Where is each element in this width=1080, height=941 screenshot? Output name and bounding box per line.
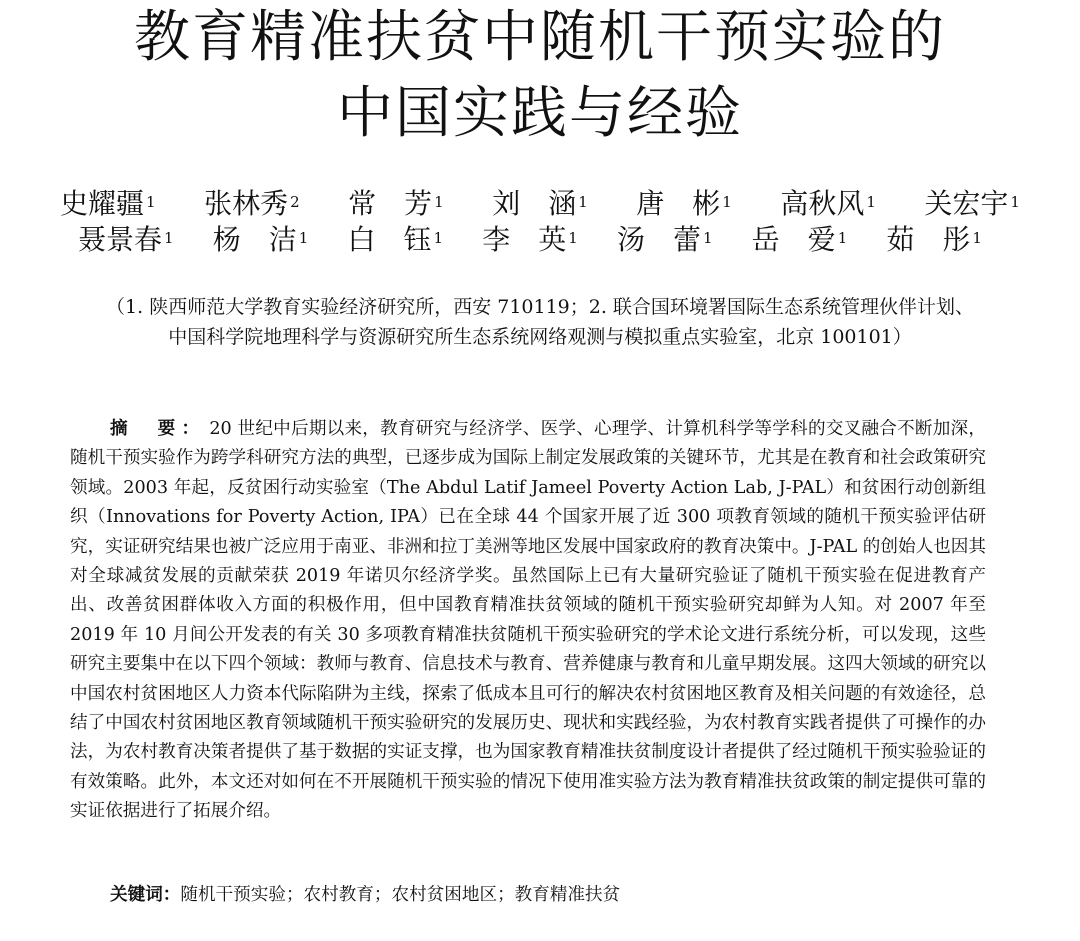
keywords-text: 随机干预实验；农村教育；农村贫困地区；教育精准扶贫 [180, 885, 621, 905]
keywords-label: 关键词： [110, 884, 181, 905]
author: 白 钰 $^1$ [347, 223, 444, 256]
affiliation-line-1: （1. 陕西师范大学教育实验经济研究所，西安 710119；2. 联合国环境署国际生态系统管理伙伴计划、 [106, 296, 974, 318]
author: 岳 爱 $^1$ [751, 223, 848, 256]
author: 史耀疆 $^1$ [60, 187, 156, 220]
author: 常 芳 $^1$ [348, 187, 444, 220]
abstract-label: 摘 要： [110, 418, 206, 439]
title-line-1: 教育精准扶贫中随机干预实验的 [134, 5, 946, 70]
authors-row-2 [78, 222, 982, 258]
author: 聂景春 $^1$ [78, 223, 174, 256]
title-line-2: 中国实践与经验 [337, 81, 743, 146]
abstract [70, 414, 986, 827]
keywords [110, 880, 990, 910]
authors-row-1 [60, 186, 1020, 222]
author: 高秋风 $^1$ [780, 187, 876, 220]
author: 张林秀 $^2$ [204, 187, 300, 220]
abstract-text: 20 世纪中后期以来，教育研究与经济学、医学、心理学、计算机科学等学科的交叉融合不断加深，随机干预实验作为跨学科研究方法的典型，已逐步成为国际上制定发展政策的关键环节，尤其是在教育和社会政策研究领域。2003 年起，反贫困行动实验室（The Abdul Latif Jameel Poverty Action Lab, J-PAL）和贫困行动创新组织（Innovations for Poverty Action, IPA）已在全球 44 个国家开展了近 300 项教育领域的随机干预实验评估研究，实证研究结果也被广泛应用于南亚、非洲和拉丁美洲等地区发展中国家政府的教育决策中。J-PAL 的创始人也因其对全球减贫发展的贡献荣获 2019 年诺贝尔经济学奖。虽然国际上已有大量研究验证了随机干预实验在促进教育产出、改善贫困群体收入方面的积极作用，但中国教育精准扶贫领域的随机干预实验研究却鲜为人知。对 2007 年至 2019 年 10 月间公开发表的有关 30 多项教育精准扶贫随机干预实验研究的学术论文进行系统分析，可以发现，这些研究主要集中在以下四个领域：教师与教育、信息技术与教育、营养健康与教育和儿童早期发展。这四大领域的研究以中国农村贫困地区人力资本代际陷阱为主线，探索了低成本且可行的解决农村贫困地区教育及相关问题的有效途径，总结了中国农村贫困地区教育领域随机干预实验研究的发展历史、现状和实践经验，为农村教育实践者提供了可操作的办法，为农村教育决策者提供了基于数据的实证支撑，也为国家教育精准扶贫制度设计者提供了经过随机干预实验验证的有效策略。此外，本文还对如何在不开展随机干预实验的情况下使用准实验方法为教育精准扶贫政策的制定提供可靠的实证依据进行了拓展介绍。 [70, 419, 986, 822]
author: 杨 洁 $^1$ [212, 223, 309, 256]
author: 汤 蕾 $^1$ [616, 223, 713, 256]
author: 唐 彬 $^1$ [636, 187, 732, 220]
author: 李 英 $^1$ [482, 223, 578, 256]
author: 茹 彤 $^1$ [886, 223, 982, 256]
author: 刘 涵 $^1$ [492, 187, 588, 220]
author: 关宏宇 $^1$ [924, 187, 1020, 220]
affiliation-line-2: 中国科学院地理科学与资源研究所生态系统网络观测与模拟重点实验室，北京 100101） [168, 326, 912, 348]
